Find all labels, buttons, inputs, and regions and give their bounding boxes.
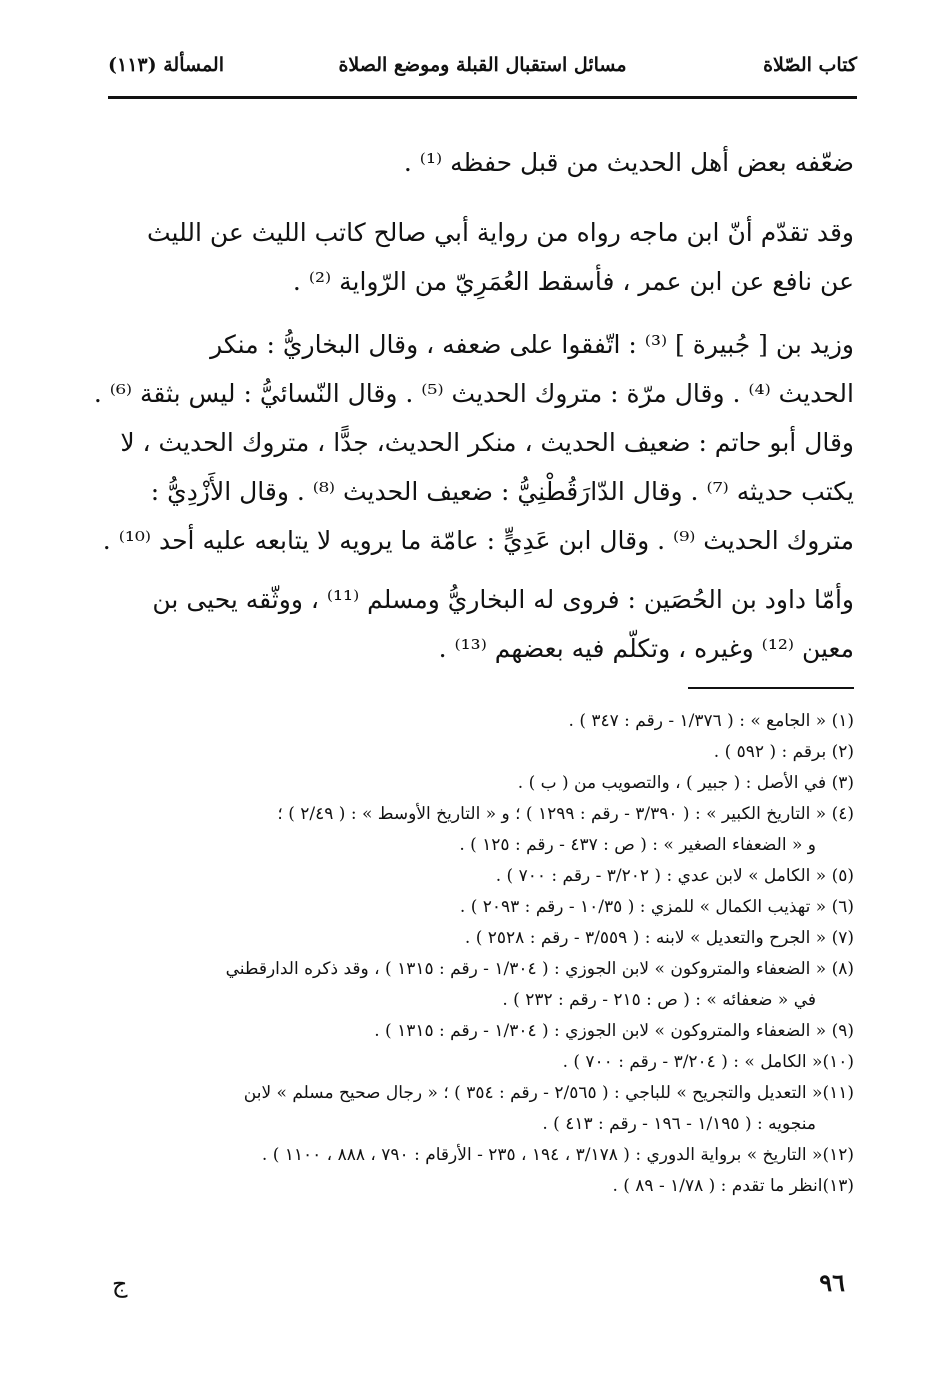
footnote: (٥) « الكامل » لابن عدي : ( ٣/٢٠٢ - رقم : ٧٠٠ ) . (495, 866, 854, 886)
footnote-continuation: و « الضعفاء الصغير » : ( ص : ٤٣٧ - رقم : ١٢٥ ) . (459, 835, 816, 855)
footnote: (٩) « الضعفاء والمتروكون » لابن الجوزي : ( ١/٣٠٤ - رقم : ١٣١٥ ) . (374, 1021, 854, 1041)
text-line: متروك الحديث ⁽⁹⁾ . وقال ابن عَدِيٍّ : عامّة ما يرويه لا يتابعه عليه أحد ⁽¹⁰⁾ . (102, 526, 854, 555)
header-rule (108, 96, 857, 99)
footnote: (١٠)« الكامل » : ( ٣/٢٠٤ - رقم : ٧٠٠ ) . (562, 1052, 854, 1072)
footnote-continuation: منجويه : ( ١/١٩٥ - ١٩٦ - رقم : ٤١٣ ) . (542, 1114, 816, 1134)
footnote: (١٢)« التاريخ » برواية الدوري : ( ٣/١٧٨ ، ١٩٤ ، ٢٣٥ - الأرقام : ٧٩٠ ، ٨٨٨ ، ١١٠٠ ) . (261, 1145, 854, 1165)
text-line: وزيد بن [ جُبيرة ] ⁽³⁾ : اتّفقوا على ضعفه ، وقال البخاريُّ : منكر (210, 330, 854, 359)
footnote: (١) « الجامع » : ( ١/٣٧٦ - رقم : ٣٤٧ ) . (568, 711, 854, 731)
page-number: ٩٦ (819, 1268, 845, 1297)
footnote: (٧) « الجرح والتعديل » لابنه : ( ٣/٥٥٩ - رقم : ٢٥٢٨ ) . (464, 928, 854, 948)
footnote: (٦) « تهذيب الكمال » للمزي : ( ١٠/٣٥ - رقم : ٢٠٩٣ ) . (459, 897, 854, 917)
running-header (108, 46, 857, 86)
footnote: (٨) « الضعفاء والمتروكون » لابن الجوزي : ( ١/٣٠٤ - رقم : ١٣١٥ ) ، وقد ذكره الدارقطني (225, 959, 854, 979)
footnote-separator (688, 687, 854, 689)
footnote: (٢) برقم : ( ٥٩٢ ) . (713, 742, 854, 762)
text-line: معين ⁽¹²⁾ وغيره ، وتكلّم فيه بعضهم ⁽¹³⁾ . (438, 634, 854, 663)
paragraph-3 (93, 320, 854, 565)
footnote-continuation: في « ضعفائه » : ( ص : ٢١٥ - رقم : ٢٣٢ ) . (502, 990, 816, 1010)
text-line: الحديث ⁽⁴⁾ . وقال مرّة : متروك الحديث ⁽⁵⁾ . وقال النّسائيُّ : ليس بثقة ⁽⁶⁾ . (93, 379, 854, 408)
signature-mark: ج (112, 1270, 128, 1298)
footnote: (٤) « التاريخ الكبير » : ( ٣/٣٩٠ - رقم : ١٢٩٩ ) ؛ و « التاريخ الأوسط » : ( ٢/٤٩ ) ؛ (277, 804, 854, 824)
header-book-title: كتاب الصّلاة (763, 54, 857, 76)
footnote: (١١)« التعديل والتجريح » للباجي : ( ٢/٥٦٥ - رقم : ٣٥٤ ) ؛ « رجال صحيح مسلم » لابن (243, 1083, 854, 1103)
footnote: (١٣)انظر ما تقدم : ( ١/٧٨ - ٨٩ ) . (612, 1176, 854, 1196)
text-line: ضعّفه بعض أهل الحديث من قبل حفظه ⁽¹⁾ . (403, 148, 854, 177)
paragraph-1 (108, 138, 854, 187)
footnotes (108, 706, 854, 1202)
text-line: يكتب حديثه ⁽⁷⁾ . وقال الدّارَقُطْنِيُّ : ضعيف الحديث ⁽⁸⁾ . وقال الأَزْدِيُّ : (150, 477, 854, 506)
paragraph-2 (108, 208, 854, 306)
header-chapter-title: مسائل استقبال القبلة وموضع الصلاة (338, 54, 627, 76)
paragraph-4 (108, 575, 854, 673)
text-line: عن نافع عن ابن عمر ، فأسقط العُمَرِيّ من الرّواية ⁽²⁾ . (292, 267, 854, 296)
text-line: وقد تقدّم أنّ ابن ماجه رواه من رواية أبي صالح كاتب الليث عن الليث (146, 218, 854, 247)
header-issue-number: المسألة (١١٣) (108, 54, 224, 76)
text-line: وقال أبو حاتم : ضعيف الحديث ، منكر الحديث، جدًّا ، متروك الحديث ، لا (120, 428, 854, 457)
footnote: (٣) في الأصل : ( جبير ) ، والتصويب من ( ب ) . (517, 773, 854, 793)
text-line: وأمّا داود بن الحُصَين : فروى له البخاريُّ ومسلم ⁽¹¹⁾ ، ووثّقه يحيى بن (152, 585, 854, 614)
